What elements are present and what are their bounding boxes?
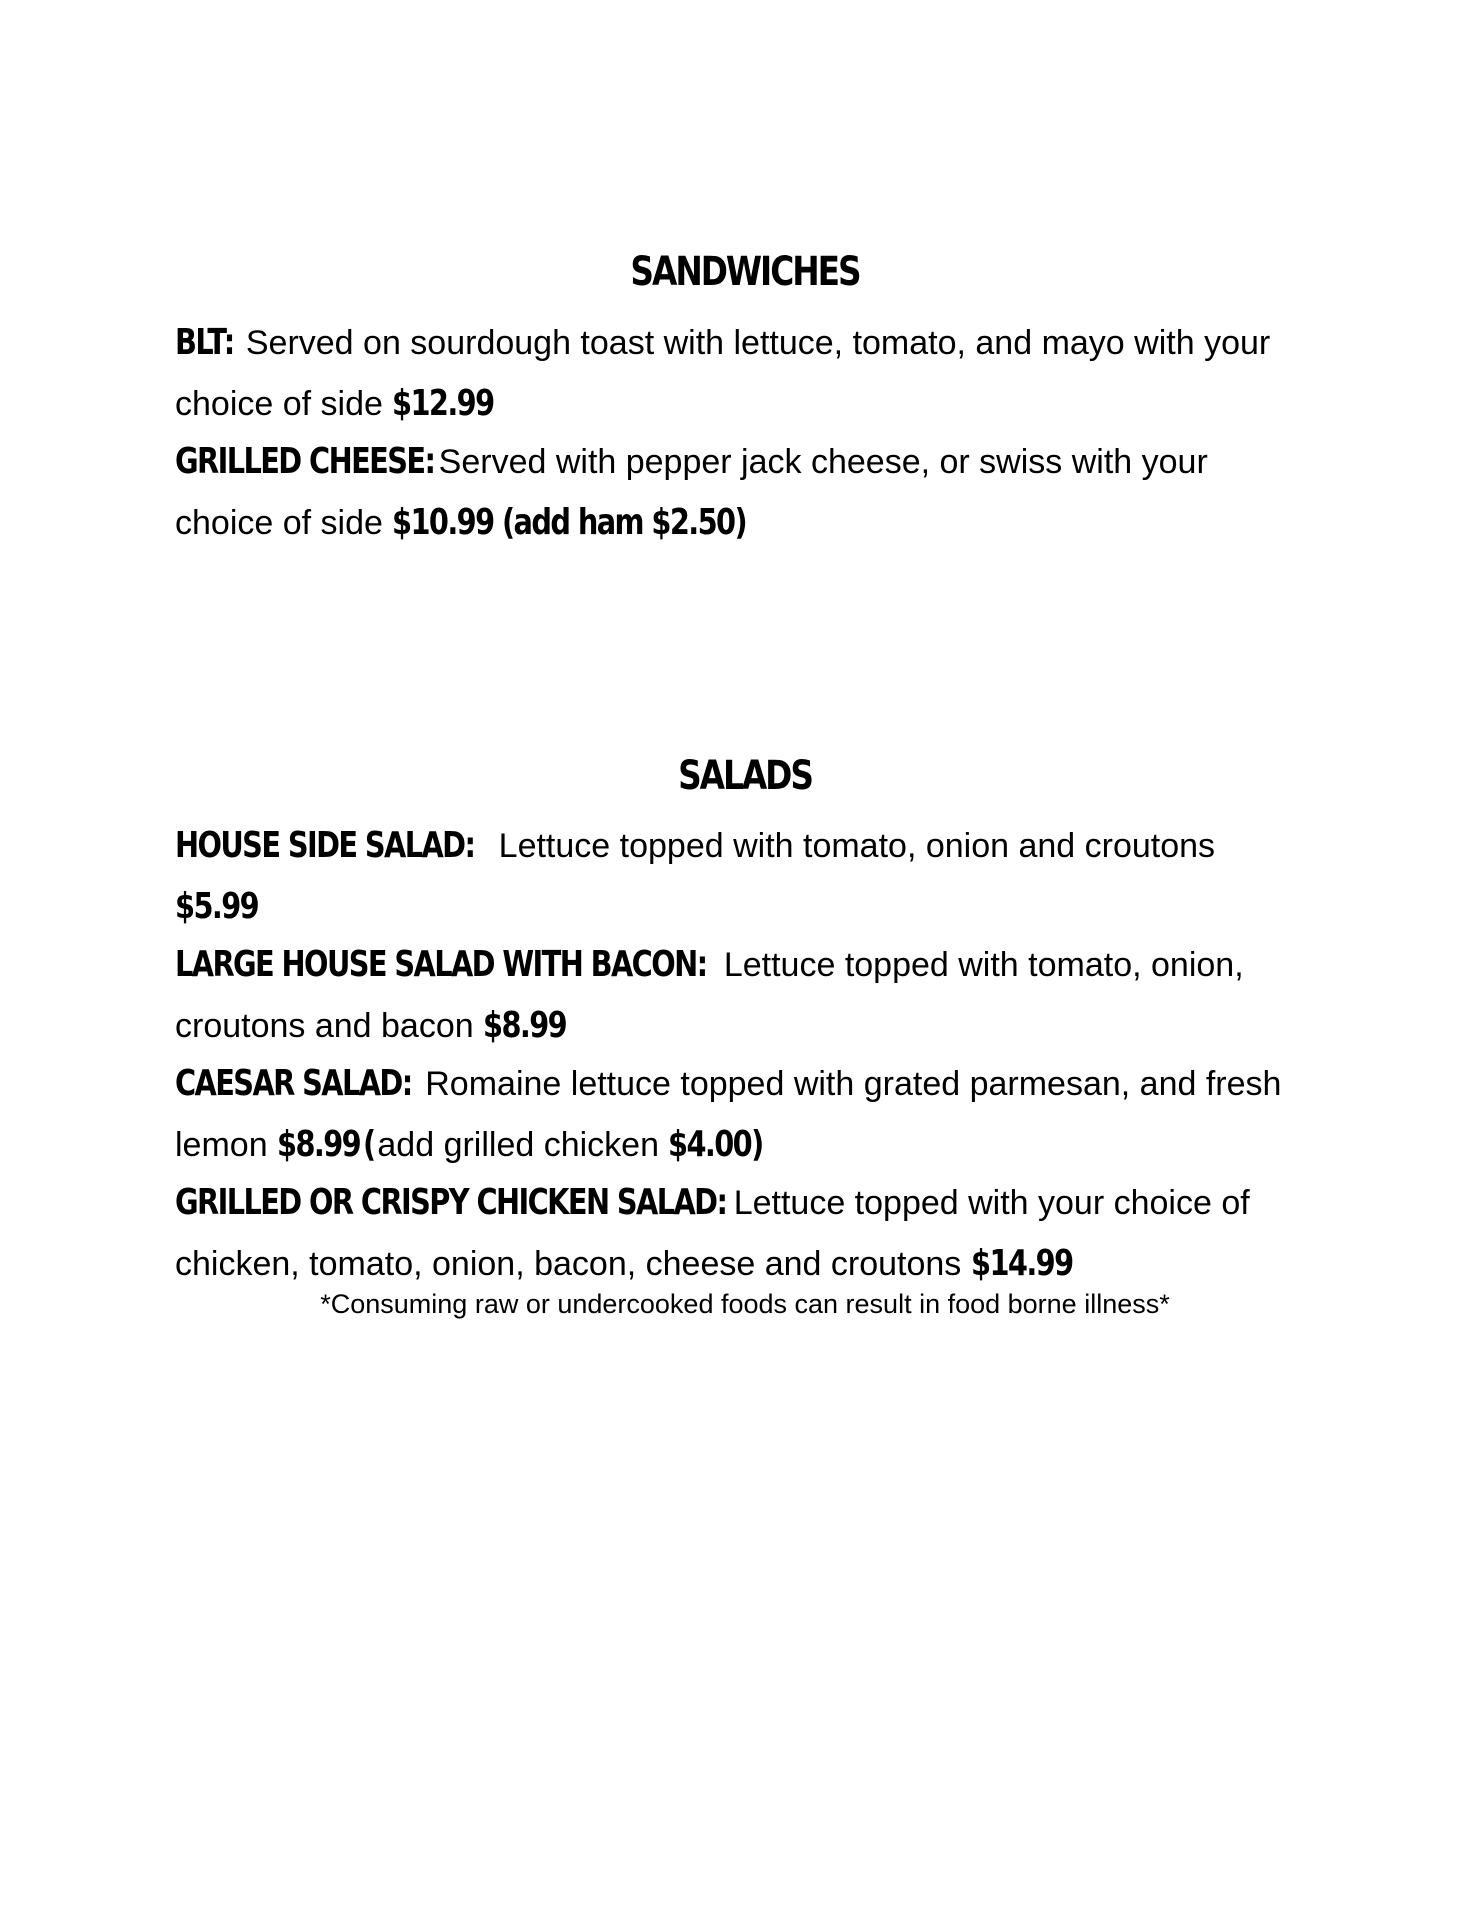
extra-description: add grilled chicken [377,1125,660,1164]
food-safety-disclaimer: *Consuming raw or undercooked foods can result in food borne illness* [320,1289,1170,1319]
item-price: $14.99 [970,1242,1073,1284]
salads-heading: SALADS [678,753,812,799]
item-name: LARGE HOUSE SALAD WITH BACON: [175,944,707,985]
item-price: $10.99 (add ham $2.50) [392,501,747,543]
item-price: $8.99 [483,1004,567,1046]
menu-item-caesar-salad [175,1054,1315,1175]
item-price: $12.99 [392,382,494,424]
menu-item-chicken-salad [175,1173,1315,1294]
item-price: $8.99 [277,1123,361,1165]
item-description: Lettuce topped with tomato, onion, croutons and bacon [175,946,1244,1045]
item-description: Served on sourdough toast with lettuce, tomato, and mayo with your choice of side [175,324,1271,423]
menu-item-grilled-cheese [175,432,1315,553]
item-description: Romaine lettuce topped with grated parmesan, and fresh lemon [175,1065,1282,1164]
item-name: HOUSE SIDE SALAD: [175,825,475,866]
extra-open-paren: ( [362,1123,375,1165]
item-description: Served with pepper jack cheese, or swiss with your choice of side [175,443,1208,542]
item-description: Lettuce topped with tomato, onion and croutons [498,827,1216,865]
item-name: BLT: [175,322,234,363]
item-name: CAESAR SALAD: [175,1063,412,1104]
menu-item-large-house-salad [175,935,1315,1056]
menu-item-house-side-salad [175,816,1315,937]
item-name: GRILLED OR CRISPY CHICKEN SALAD: [175,1182,727,1223]
menu-item-blt [175,313,1315,434]
item-name: GRILLED CHEESE: [175,441,435,482]
item-price: $5.99 [175,885,259,927]
sandwiches-heading: SANDWICHES [630,249,860,295]
item-description: Lettuce topped with your choice of chicken, tomato, onion, bacon, cheese and croutons [175,1184,1250,1283]
extra-price: $4.00) [668,1123,764,1165]
